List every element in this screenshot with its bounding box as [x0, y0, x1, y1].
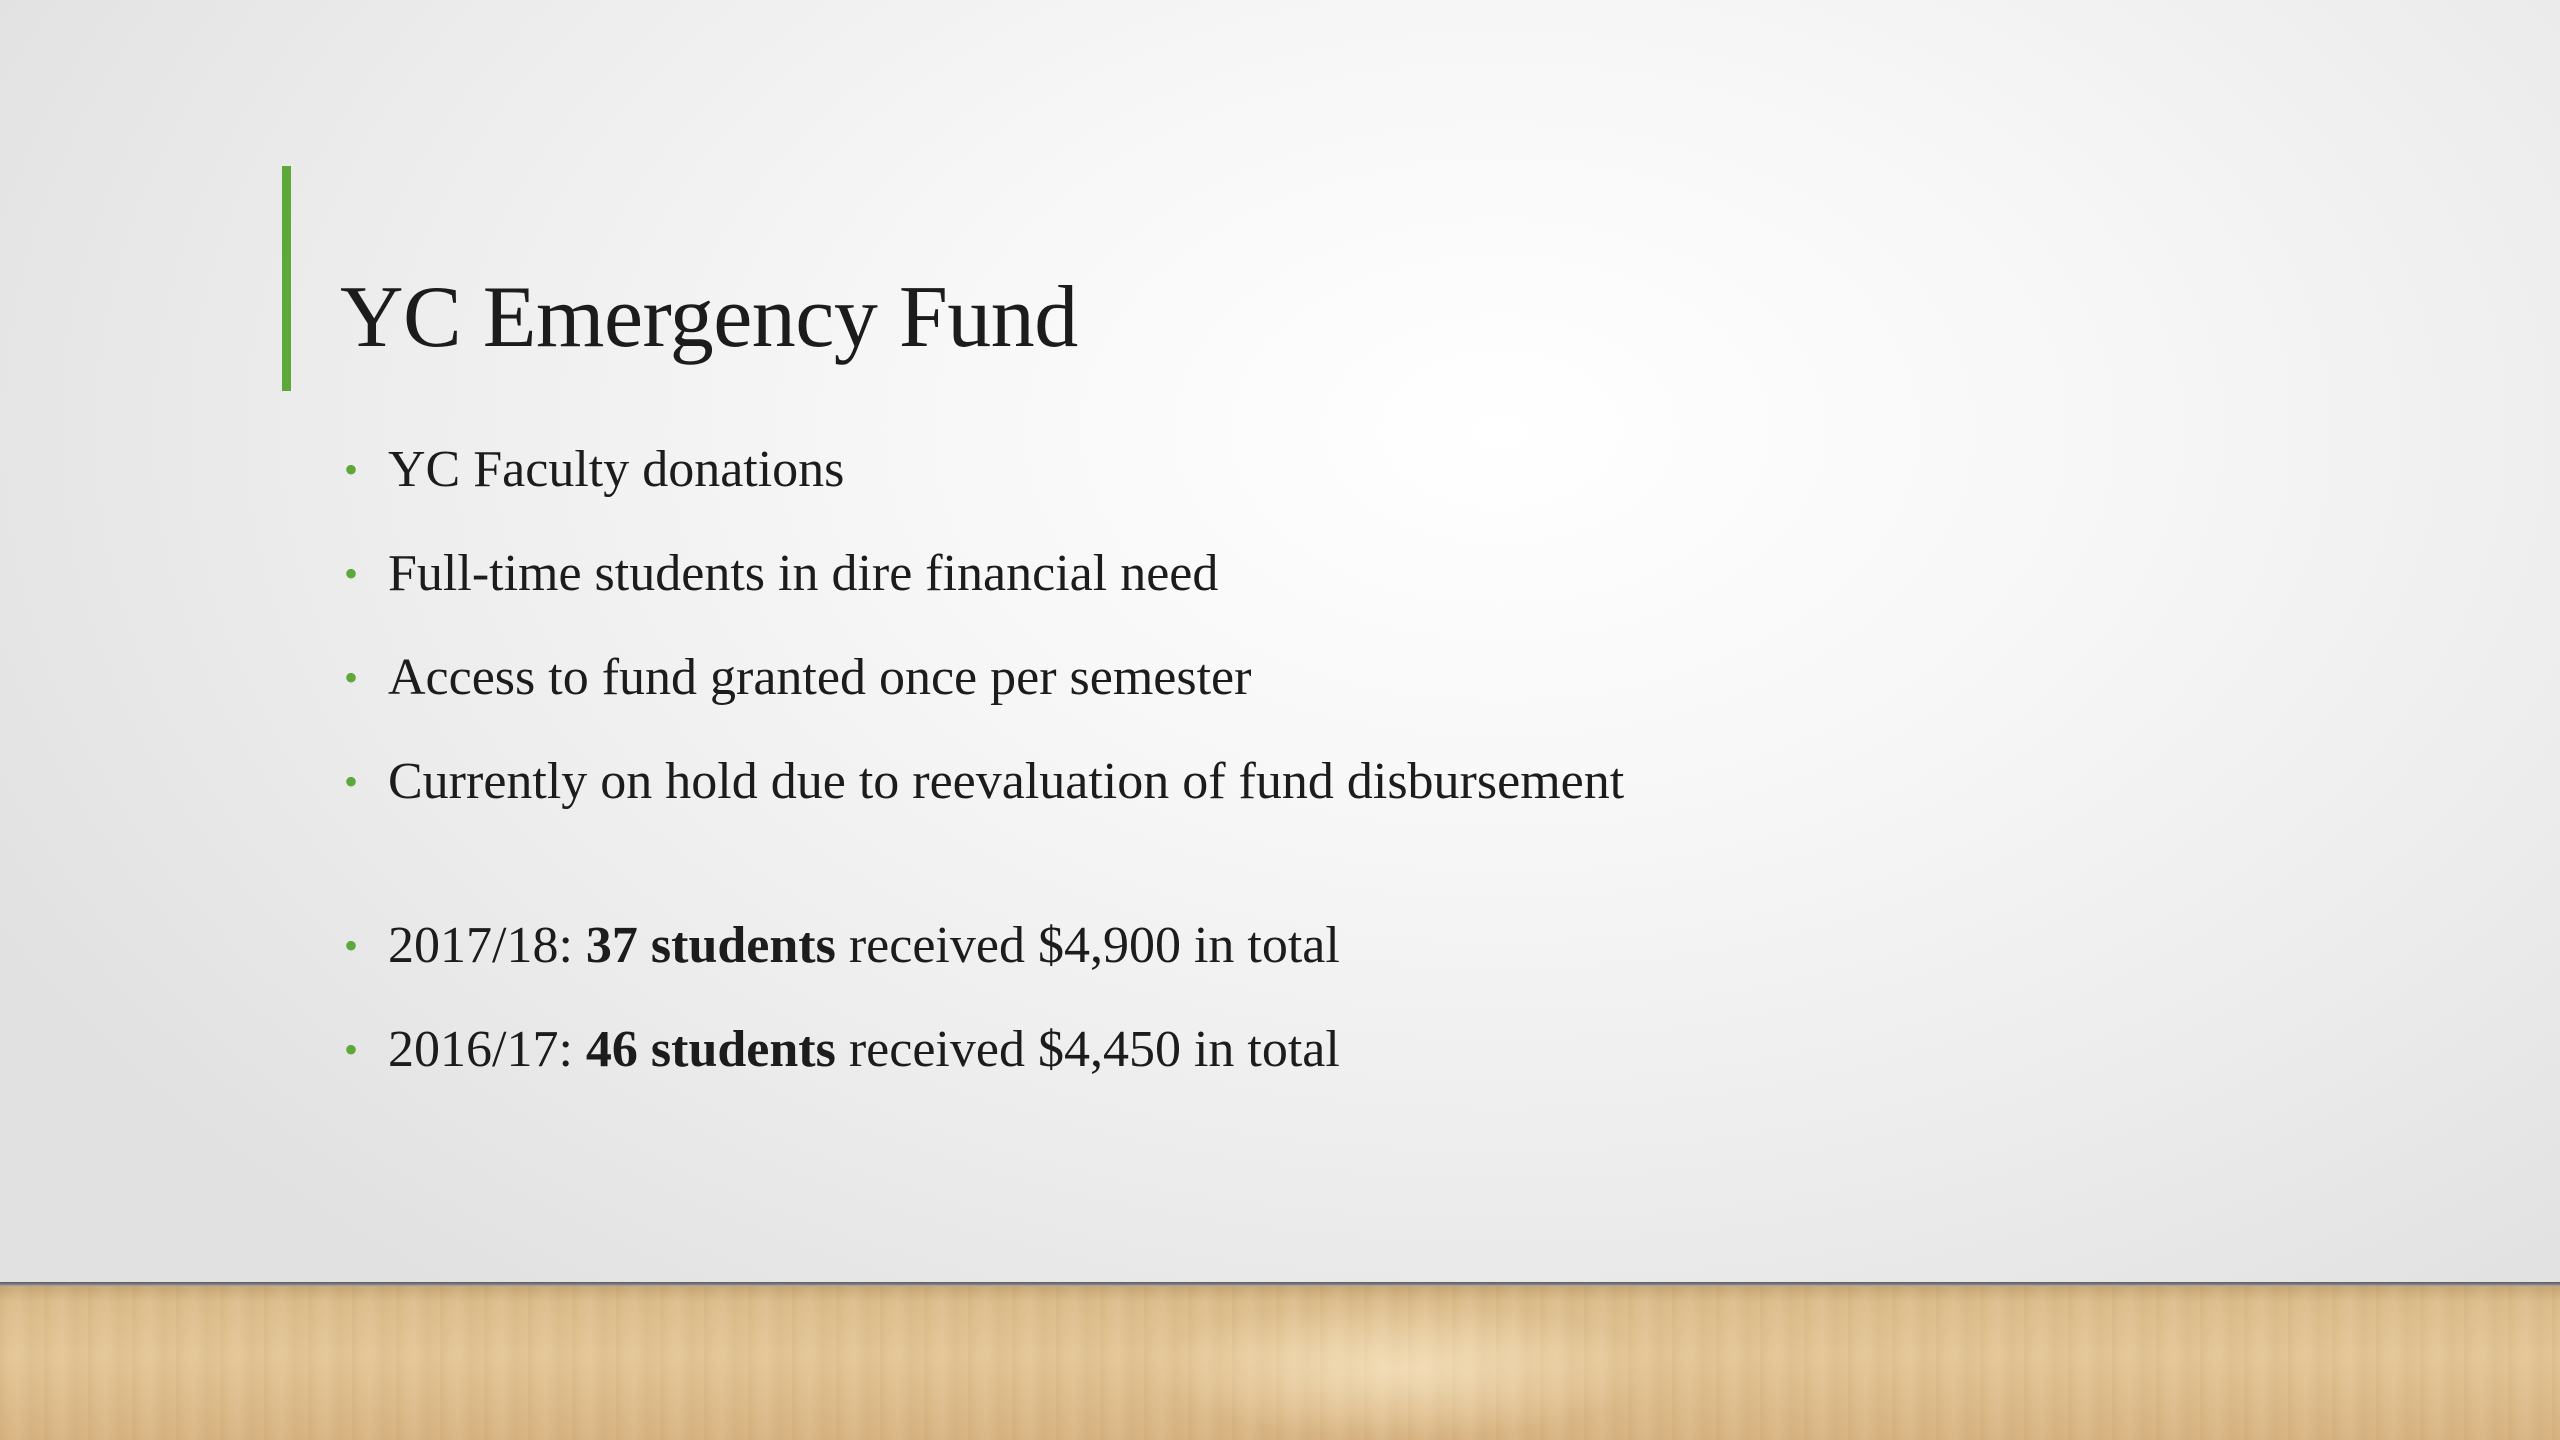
stat-students: 46 students [585, 1021, 836, 1078]
bullet-icon: • [344, 1027, 359, 1072]
stat-amount: received $4,900 in total [835, 917, 1340, 974]
bullet-text: Access to fund granted once per semester [388, 649, 1252, 706]
bullet-icon: • [344, 655, 359, 700]
bullet-icon: • [344, 759, 359, 804]
bullet-text: Full-time students in dire financial need [388, 545, 1219, 602]
bullet-list [340, 440, 1624, 1124]
bullet-text: Currently on hold due to reevaluation of fund disbursement [388, 753, 1625, 810]
stat-students: 37 students [585, 917, 836, 974]
bullet-item [340, 544, 1624, 604]
floor-highlight [1150, 1300, 1650, 1440]
bullet-item [340, 752, 1624, 812]
stat-year: 2016/17: [388, 1021, 586, 1078]
bullet-item [340, 440, 1624, 500]
title-accent-bar [282, 166, 291, 391]
stat-amount: received $4,450 in total [835, 1021, 1340, 1078]
slide-title: YC Emergency Fund [340, 269, 1078, 366]
bullet-icon: • [344, 923, 359, 968]
bullet-icon: • [344, 447, 359, 492]
bullet-icon: • [344, 551, 359, 596]
stat-item [340, 1020, 1624, 1080]
stat-item [340, 916, 1624, 976]
bullet-text: YC Faculty donations [388, 441, 845, 498]
bullet-item [340, 648, 1624, 708]
stat-year: 2017/18: [388, 917, 586, 974]
